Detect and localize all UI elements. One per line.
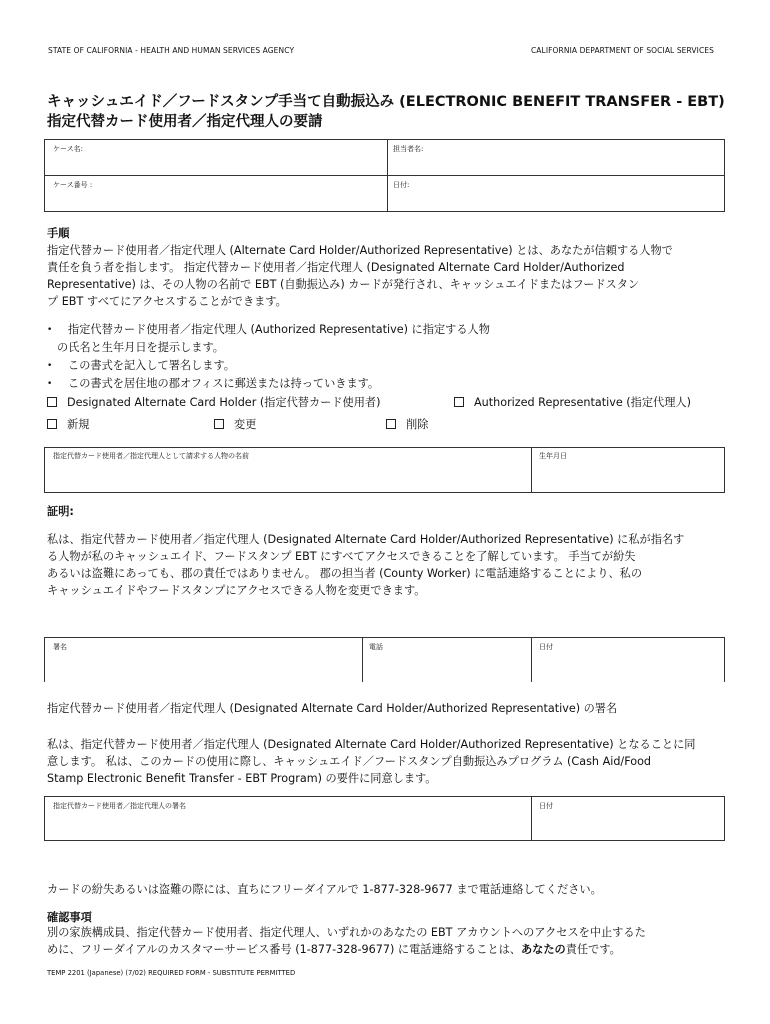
certification-line: る人物が私のキャッシュエイド、フードスタンプ EBT にすべてアクセスできることを了解しています。 手当てが紛失 (47, 550, 636, 563)
confirmation-heading: 確認事項 (47, 911, 92, 924)
authorized-rep-label: Authorized Representative (指定代理人) (474, 396, 691, 409)
checkbox-icon[interactable] (454, 397, 464, 407)
signature-date-field[interactable] (532, 638, 724, 682)
department-header: CALIFORNIA DEPARTMENT OF SOCIAL SERVICES (530, 46, 714, 55)
confirmation-line-2-pre: めに、フリーダイアルのカスタマーサービス番号 (1-877-328-9677) に電話連絡することは、 (47, 943, 521, 956)
step-3: この書式を居住地の郡オフィスに郵送または持っていきます。 (68, 377, 380, 390)
change-label: 変更 (234, 418, 257, 431)
certification-line: 私は、指定代替カード使用者／指定代理人 (Designated Alternate Card Holder/Authorized Representative) に私が指名す (47, 533, 685, 546)
date-label: 日付: (393, 181, 410, 189)
step-1-line-1: 指定代替カード使用者／指定代理人 (Authorized Representative) に指定する人物 (68, 323, 490, 336)
delete-label: 削除 (406, 418, 429, 431)
certification-text (47, 531, 737, 599)
authorized-rep-option[interactable] (454, 394, 691, 411)
checkbox-icon[interactable] (214, 419, 224, 429)
date-of-birth-field[interactable] (532, 448, 724, 492)
procedure-line: Representative) は、その人物の名前で EBT (自動振込み) カードが発行され、キャッシュエイドまたはフードスタン (47, 278, 640, 291)
requested-person-name-field[interactable] (45, 448, 530, 492)
procedure-line: 指定代替カード使用者／指定代理人 (Alternate Card Holder/Authorized Representative) とは、あなたが信頼する人物で (47, 244, 673, 257)
worker-name-field[interactable] (388, 140, 724, 174)
checkbox-icon[interactable] (47, 397, 57, 407)
alt-card-holder-option[interactable] (47, 394, 380, 411)
alt-signature-field[interactable] (45, 797, 530, 840)
alt-signature-label: 指定代替カード使用者／指定代理人の署名 (53, 802, 186, 810)
alt-card-holder-label: Designated Alternate Card Holder (指定代替カード使用者) (67, 396, 381, 409)
date-field[interactable] (388, 176, 724, 211)
procedure-line: プ EBT すべてにアクセスすることができます。 (47, 295, 287, 308)
confirmation-emphasis: あなたの (520, 943, 566, 956)
signature-date-label: 日付 (539, 643, 553, 651)
alt-signature-line: 私は、指定代替カード使用者／指定代理人 (Designated Alternate Card Holder/Authorized Representative) となることに同 (47, 738, 696, 751)
bullet-icon: • (47, 325, 53, 335)
procedure-heading: 手順 (47, 227, 70, 240)
alt-signature-date-label: 日付 (539, 802, 553, 810)
form-footer: TEMP 2201 (Japanese) (7/02) REQUIRED FORM - SUBSTITUTE PERMITTED (47, 969, 296, 977)
phone-label: 電話 (369, 643, 383, 651)
new-option[interactable] (47, 416, 89, 433)
alt-signature-line: Stamp Electronic Benefit Transfer - EBT Program) の要件に同意します。 (47, 772, 437, 785)
agency-header: STATE OF CALIFORNIA - HEALTH AND HUMAN SERVICES AGENCY (48, 46, 295, 55)
certification-line: キャッシュエイドやフードスタンプにアクセスできる人物を変更できます。 (47, 584, 426, 597)
alt-signature-text (47, 736, 737, 787)
confirmation-text (47, 924, 737, 958)
title-line-2: 指定代替カード使用者／指定代理人の要請 (47, 114, 323, 130)
change-option[interactable] (214, 416, 256, 433)
case-number-field[interactable] (45, 176, 386, 211)
case-number-label: ケース番号 : (53, 181, 93, 189)
step-1-line-2: の氏名と生年月日を提示します。 (57, 341, 224, 354)
requested-person-name-label: 指定代替カード使用者／指定代理人として請求する人物の名前 (53, 452, 249, 460)
confirmation-line-2 (47, 941, 737, 958)
new-label: 新規 (67, 418, 90, 431)
confirmation-line-1: 別の家族構成員、指定代替カード使用者、指定代理人、いずれかのあなたの EBT アカウントへのアクセスを中止するた (47, 926, 646, 939)
delete-option[interactable] (386, 416, 428, 433)
alt-signature-heading: 指定代替カード使用者／指定代理人 (Designated Alternate Card Holder/Authorized Representative) の署名 (47, 702, 618, 715)
alt-signature-line: 意します。 私は、このカードの使用に際し、キャッシュエイド／フードスタンプ自動振込みプログラム (Cash Aid/Food (47, 755, 652, 768)
signature-field[interactable] (45, 638, 361, 682)
form-title (47, 92, 737, 132)
bullet-icon: • (47, 379, 53, 389)
certification-heading: 証明: (47, 505, 74, 518)
checkbox-icon[interactable] (386, 419, 396, 429)
alt-signature-date-field[interactable] (532, 797, 724, 840)
phone-field[interactable] (363, 638, 530, 682)
bullet-icon: • (47, 361, 53, 371)
certification-line: あるいは盗難にあっても、郡の責任ではありません。 郡の担当者 (County Worker) に電話連絡することにより、私の (47, 567, 643, 580)
step-2: この書式を記入して署名します。 (68, 359, 235, 372)
signature-label: 署名 (53, 643, 67, 651)
case-name-field[interactable] (45, 140, 386, 174)
date-of-birth-label: 生年月日 (539, 452, 567, 460)
confirmation-line-2-post: 責任です。 (565, 943, 621, 956)
title-line-1: キャッシュエイド／フードスタンプ手当て自動振込み (ELECTRONIC BENEFIT TRANSFER - EBT) (47, 94, 725, 110)
worker-name-label: 担当者名: (393, 145, 424, 153)
lost-card-notice: カードの紛失あるいは盗難の際には、直ちにフリーダイアルで 1-877-328-9677 まで電話連絡してください。 (47, 883, 602, 896)
case-name-label: ケース名: (53, 145, 84, 153)
procedure-text (47, 242, 737, 310)
checkbox-icon[interactable] (47, 419, 57, 429)
procedure-line: 責任を負う者を指します。 指定代替カード使用者／指定代理人 (Designated Alternate Card Holder/Authorized (47, 261, 625, 274)
